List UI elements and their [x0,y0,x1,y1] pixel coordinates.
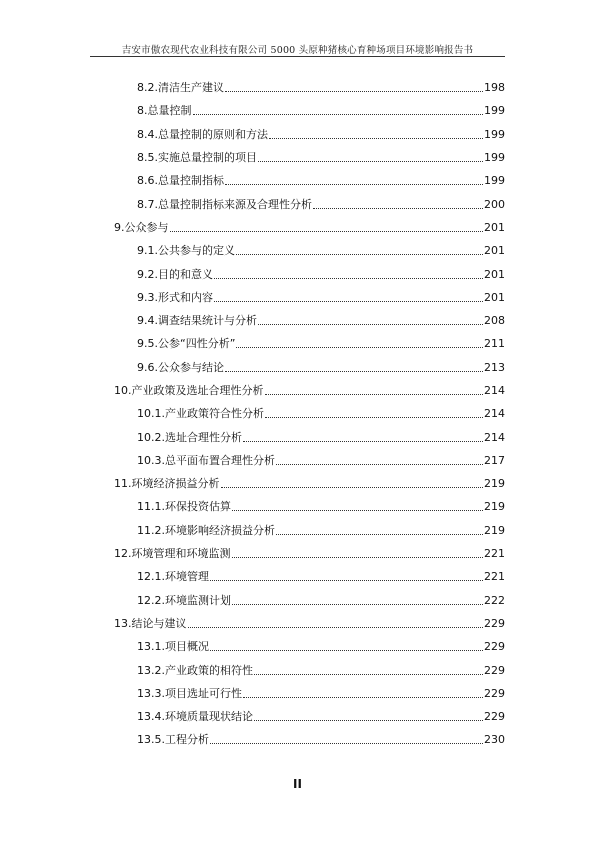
toc-entry-title: 8.总量控制 [137,104,192,118]
toc-entry-title: 13.4.环境质量现状结论 [137,710,253,724]
toc-leader-dots [258,161,483,162]
toc-entry-title: 13.1.项目概况 [137,640,209,654]
toc-entry-title: 9.5.公参“四性分析” [137,337,236,351]
toc-entry-title: 13.2.产业政策的相符性 [137,663,253,677]
toc-leader-dots [210,650,483,651]
toc-entry-page: 229 [484,663,505,677]
toc-leader-dots [188,627,484,628]
toc-leader-dots [276,464,483,465]
toc-entry-page: 214 [484,407,505,421]
toc-entry[interactable] [114,356,505,379]
toc-entry-title: 10.3.总平面布置合理性分析 [137,453,275,467]
toc-leader-dots [225,184,483,185]
toc-leader-dots [243,441,483,442]
toc-entry-title: 10.产业政策及选址合理性分析 [114,384,264,397]
toc-entry[interactable] [114,449,505,472]
toc-entry[interactable] [114,658,505,681]
toc-entry-title: 11.环境经济损益分析 [114,477,220,491]
toc-entry-title: 8.6.总量控制指标 [137,174,224,188]
toc-leader-dots [210,580,483,581]
toc-leader-dots [258,324,483,325]
toc-leader-dots [225,91,483,92]
toc-leader-dots [232,557,484,558]
toc-entry-title: 10.1.产业政策符合性分析 [137,407,264,421]
toc-entry-page: 199 [484,127,505,141]
toc-leader-dots [243,697,483,698]
toc-leader-dots [232,510,483,511]
toc-entry[interactable] [114,239,505,262]
toc-leader-dots [276,534,483,535]
toc-leader-dots [254,674,483,675]
toc-entry-page: 208 [484,314,505,328]
toc-leader-dots [236,254,483,255]
toc-entry[interactable] [114,379,505,402]
toc-entry[interactable] [114,286,505,309]
toc-leader-dots [232,604,483,605]
toc-entry[interactable] [114,705,505,728]
toc-entry[interactable] [114,612,505,635]
toc-leader-dots [193,114,484,115]
toc-leader-dots [170,231,484,232]
toc-entry-page: 199 [484,104,505,118]
toc-entry-title: 12.环境管理和环境监测 [114,547,231,561]
toc-entry[interactable] [114,146,505,169]
toc-entry-title: 12.2.环境监测计划 [137,593,231,607]
toc-leader-dots [225,371,483,372]
toc-entry[interactable] [114,332,505,355]
toc-entry[interactable] [114,425,505,448]
toc-entry-page: 201 [484,290,505,304]
toc-entry-page: 214 [484,384,505,397]
toc-entry-page: 217 [484,453,505,467]
toc-leader-dots [265,394,484,395]
toc-entry-page: 211 [484,337,505,351]
toc-entry-page: 219 [484,500,505,514]
toc-entry-page: 213 [484,360,505,374]
toc-entry-page: 229 [484,640,505,654]
toc-entry[interactable] [114,216,505,239]
toc-entry-title: 13.5.工程分析 [137,733,209,747]
running-header: 吉安市傲农现代农业科技有限公司 5000 头原种猪核心育种场项目环境影响报告书 [121,45,474,56]
toc-entry[interactable] [114,309,505,332]
header-rule [90,56,505,57]
toc-entry[interactable] [114,589,505,612]
toc-entry-title: 11.1.环保投资估算 [137,500,231,514]
toc-leader-dots [236,347,483,348]
toc-entry-page: 200 [484,197,505,211]
toc-entry-page: 201 [484,244,505,258]
toc-entry-page: 199 [484,174,505,188]
toc-leader-dots [214,301,483,302]
toc-entry[interactable] [114,565,505,588]
toc-entry-title: 13.结论与建议 [114,616,187,630]
toc-entry-title: 11.2.环境影响经济损益分析 [137,523,275,537]
toc-leader-dots [269,138,483,139]
toc-entry-title: 9.1.公共参与的定义 [137,244,235,258]
toc-entry-title: 9.6.公众参与结论 [137,360,224,374]
toc-entry-title: 9.4.调查结果统计与分析 [137,314,257,328]
toc-entry-title: 12.1.环境管理 [137,570,209,584]
toc-entry-page: 222 [484,593,505,607]
toc-entry[interactable] [114,472,505,495]
toc-entry-page: 229 [484,686,505,700]
toc-entry-page: 229 [484,616,505,630]
toc-entry[interactable] [114,635,505,658]
toc-leader-dots [313,208,483,209]
toc-entry-title: 9.3.形式和内容 [137,290,213,304]
toc-entry-page: 199 [484,151,505,165]
toc-entry-title: 8.7.总量控制指标来源及合理性分析 [137,197,312,211]
toc-entry[interactable] [114,495,505,518]
toc-entry-page: 221 [484,570,505,584]
toc-entry-page: 201 [484,267,505,281]
toc-entry-title: 8.5.实施总量控制的项目 [137,151,257,165]
toc-entry[interactable] [114,682,505,705]
toc-entry-title: 8.2.清洁生产建议 [137,81,224,95]
toc-entry[interactable] [114,123,505,146]
toc-leader-dots [214,278,483,279]
toc-entry[interactable] [114,542,505,565]
toc-entry-page: 201 [484,220,505,234]
toc-entry-page: 198 [484,81,505,95]
toc-entry[interactable] [114,76,505,99]
toc-entry-page: 219 [484,523,505,537]
toc-leader-dots [265,417,483,418]
toc-entry[interactable] [114,262,505,285]
toc-leader-dots [221,487,484,488]
toc-entry-title: 10.2.选址合理性分析 [137,430,242,444]
toc-entry-page: 214 [484,430,505,444]
toc-entry-page: 229 [484,710,505,724]
toc-entry-title: 9.2.目的和意义 [137,267,213,281]
toc-entry[interactable] [114,192,505,215]
toc-entry-title: 8.4.总量控制的原则和方法 [137,127,268,141]
page-number: II [293,777,302,791]
toc-entry-page: 230 [484,733,505,747]
toc-leader-dots [210,743,483,744]
toc-entry[interactable] [114,169,505,192]
toc-entry[interactable] [114,99,505,122]
toc-leader-dots [254,720,483,721]
toc-entry[interactable] [114,728,505,751]
toc-entry-page: 219 [484,477,505,491]
toc-entry[interactable] [114,402,505,425]
toc-entry-title: 9.公众参与 [114,220,169,234]
toc-entry-page: 221 [484,547,505,561]
table-of-contents [114,76,505,752]
toc-entry[interactable] [114,519,505,542]
toc-entry-title: 13.3.项目选址可行性 [137,686,242,700]
